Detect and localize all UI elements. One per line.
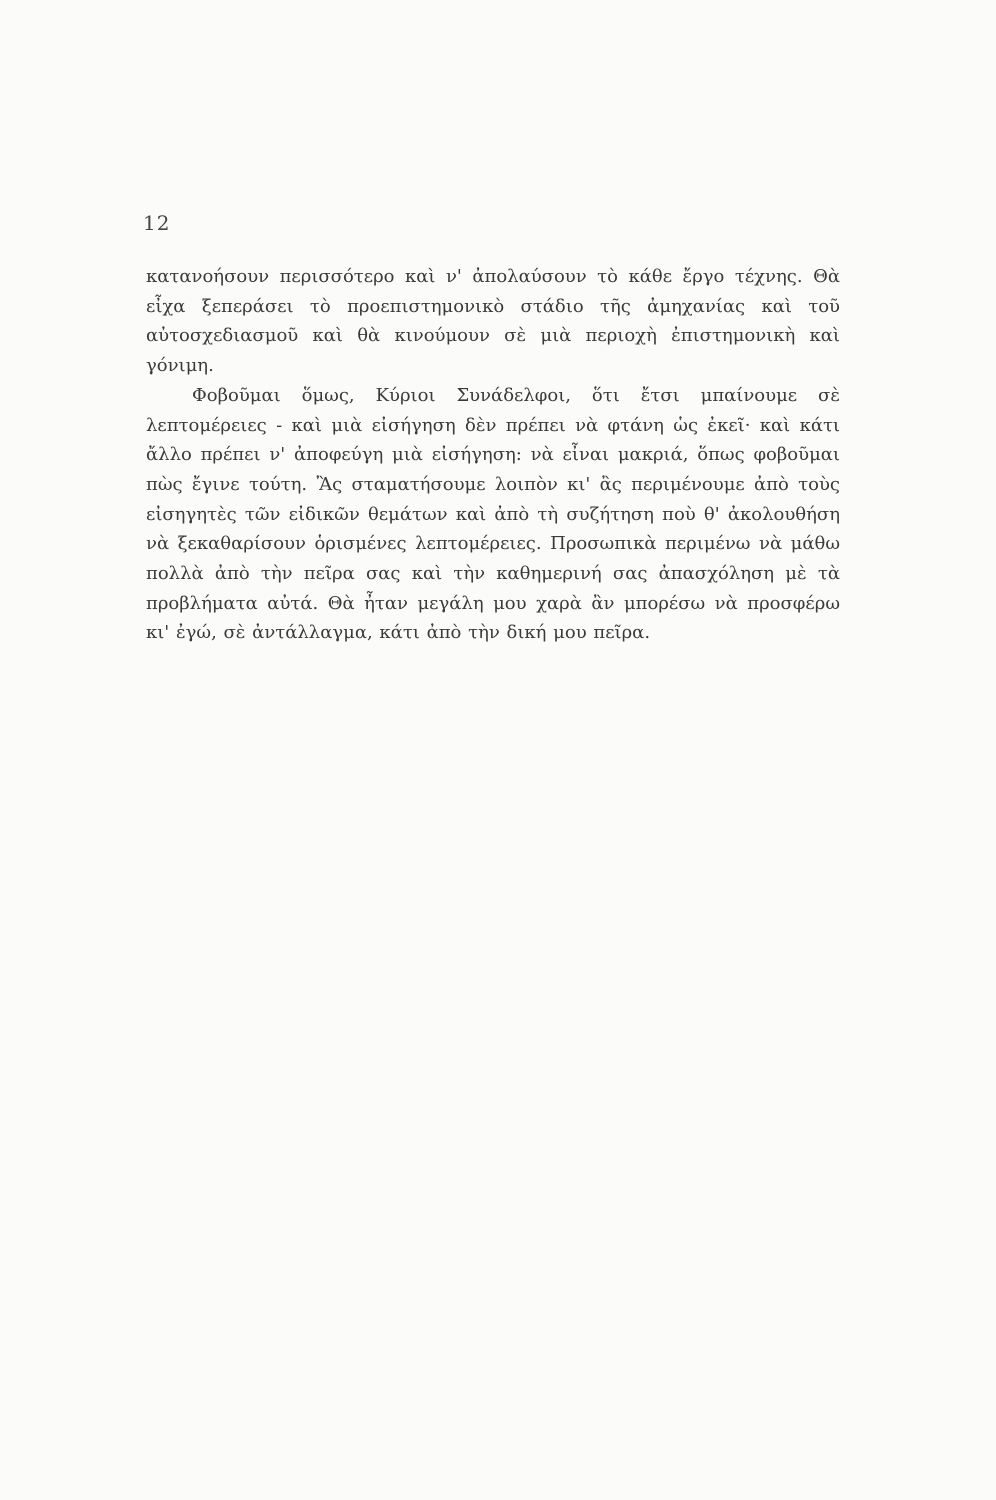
body-text: [146, 262, 840, 648]
paragraph-continuation: κατανοήσουν περισσότερο καὶ ν' ἀπολαύσουν τὸ κάθε ἔργο τέχνης. Θὰ εἶχα ξεπεράσει τὸ προεπιστημονικὸ στάδιο τῆς ἀμηχανίας καὶ τοῦ αὐτοσχεδιασμοῦ καὶ θὰ κινούμουν σὲ μιὰ περιοχὴ ἐπιστημονικὴ καὶ γόνιμη.: [146, 266, 840, 377]
page-number: 12: [143, 211, 171, 235]
paragraph: Φοβοῦμαι ὅμως, Κύριοι Συνάδελφοι, ὅτι ἔτσι μπαίνουμε σὲ λεπτομέρειες - καὶ μιὰ εἰσήγηση δὲν πρέπει νὰ φτάνη ὡς ἐκεῖ· καὶ κάτι ἄλλο πρέπει ν' ἀποφεύγη μιὰ εἰσήγηση: νὰ εἶναι μακριά, ὅπως φοβοῦμαι πὼς ἔγινε τούτη. Ἂς σταματήσουμε λοιπὸν κι' ἂς περιμένουμε ἀπὸ τοὺς εἰσηγητὲς τῶν εἰδικῶν θεμάτων καὶ ἀπὸ τὴ συζήτηση ποὺ θ' ἀκολουθήση νὰ ξεκαθαρίσουν ὁρισμένες λεπτομέρειες. Προσωπικὰ περιμένω νὰ μάθω πολλὰ ἀπὸ τὴν πεῖρα σας καὶ τὴν καθημερινή σας ἀπασχόληση μὲ τὰ προβλήματα αὐτά. Θὰ ἦταν μεγάλη μου χαρὰ ἂν μπορέσω νὰ προσφέρω κι' ἐγώ, σὲ ἀντάλλαγμα, κάτι ἀπὸ τὴν δική μου πεῖρα.: [146, 384, 840, 644]
